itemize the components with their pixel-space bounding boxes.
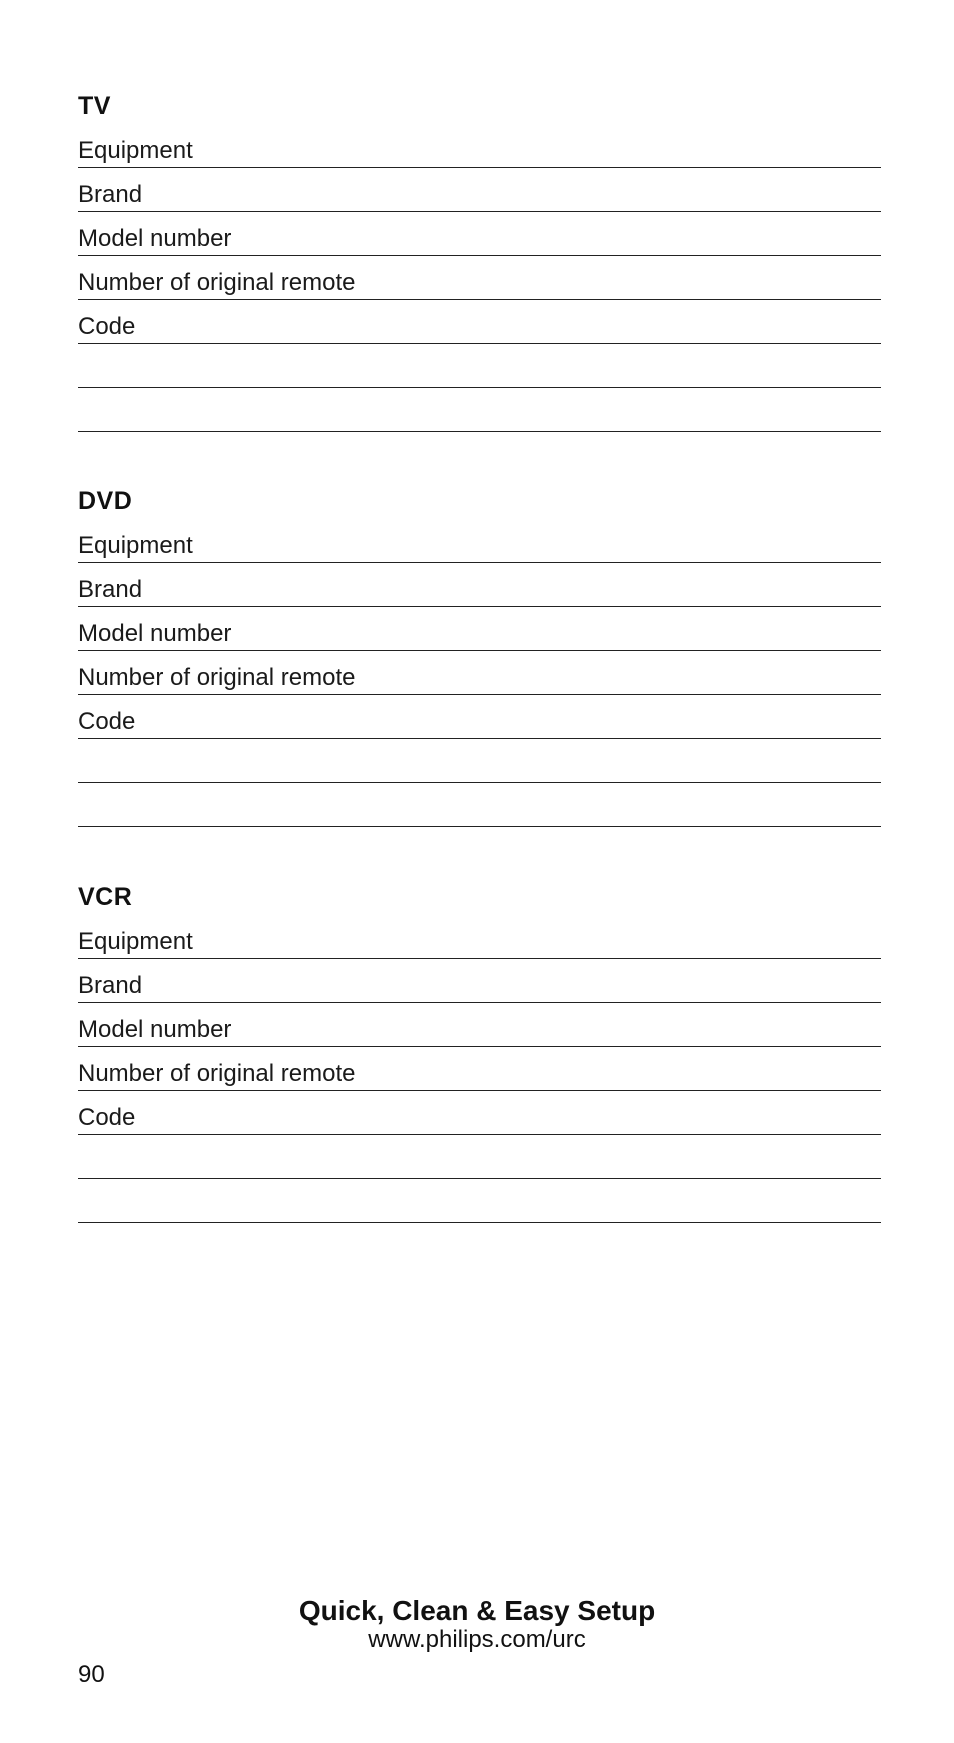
equipment-field[interactable] xyxy=(78,919,881,959)
blank-line-field[interactable] xyxy=(78,344,881,388)
section-dvd xyxy=(78,479,881,827)
brand-field[interactable] xyxy=(78,168,881,212)
blank-line-field[interactable] xyxy=(78,783,881,827)
footer-url: www.philips.com/urc xyxy=(368,1626,586,1653)
brand-field[interactable] xyxy=(78,959,881,1003)
field-label: Model number xyxy=(78,1016,232,1043)
blank-line-field[interactable] xyxy=(78,739,881,783)
code-field[interactable] xyxy=(78,300,881,344)
equipment-field[interactable] xyxy=(78,523,881,563)
footer-title: Quick, Clean & Easy Setup xyxy=(298,1595,656,1626)
page-number: 90 xyxy=(78,1661,105,1688)
code-field[interactable] xyxy=(78,1091,881,1135)
field-label: Brand xyxy=(78,181,143,208)
blank-line-field[interactable] xyxy=(78,1135,881,1179)
section-tv xyxy=(78,84,881,432)
field-label: Code xyxy=(78,1104,136,1131)
field-label: Equipment xyxy=(78,137,193,164)
field-label: Number of original remote xyxy=(78,269,356,296)
field-label: Model number xyxy=(78,620,232,647)
field-label: Code xyxy=(78,708,136,735)
field-label: Equipment xyxy=(78,532,193,559)
code-field[interactable] xyxy=(78,695,881,739)
field-label: Code xyxy=(78,313,136,340)
blank-line-field[interactable] xyxy=(78,388,881,432)
model-number-field[interactable] xyxy=(78,1003,881,1047)
field-label: Model number xyxy=(78,225,232,252)
field-label: Brand xyxy=(78,972,143,999)
field-label: Equipment xyxy=(78,928,193,955)
blank-line-field[interactable] xyxy=(78,1179,881,1223)
equipment-field[interactable] xyxy=(78,128,881,168)
field-label: Number of original remote xyxy=(78,1060,356,1087)
footer xyxy=(0,1595,954,1653)
brand-field[interactable] xyxy=(78,563,881,607)
field-label: Brand xyxy=(78,576,143,603)
section-title: DVD xyxy=(78,487,133,515)
section-vcr xyxy=(78,875,881,1223)
model-number-field[interactable] xyxy=(78,607,881,651)
section-title: TV xyxy=(78,92,111,120)
field-label: Number of original remote xyxy=(78,664,356,691)
section-title: VCR xyxy=(78,883,133,911)
model-number-field[interactable] xyxy=(78,212,881,256)
original-remote-number-field[interactable] xyxy=(78,651,881,695)
original-remote-number-field[interactable] xyxy=(78,256,881,300)
original-remote-number-field[interactable] xyxy=(78,1047,881,1091)
